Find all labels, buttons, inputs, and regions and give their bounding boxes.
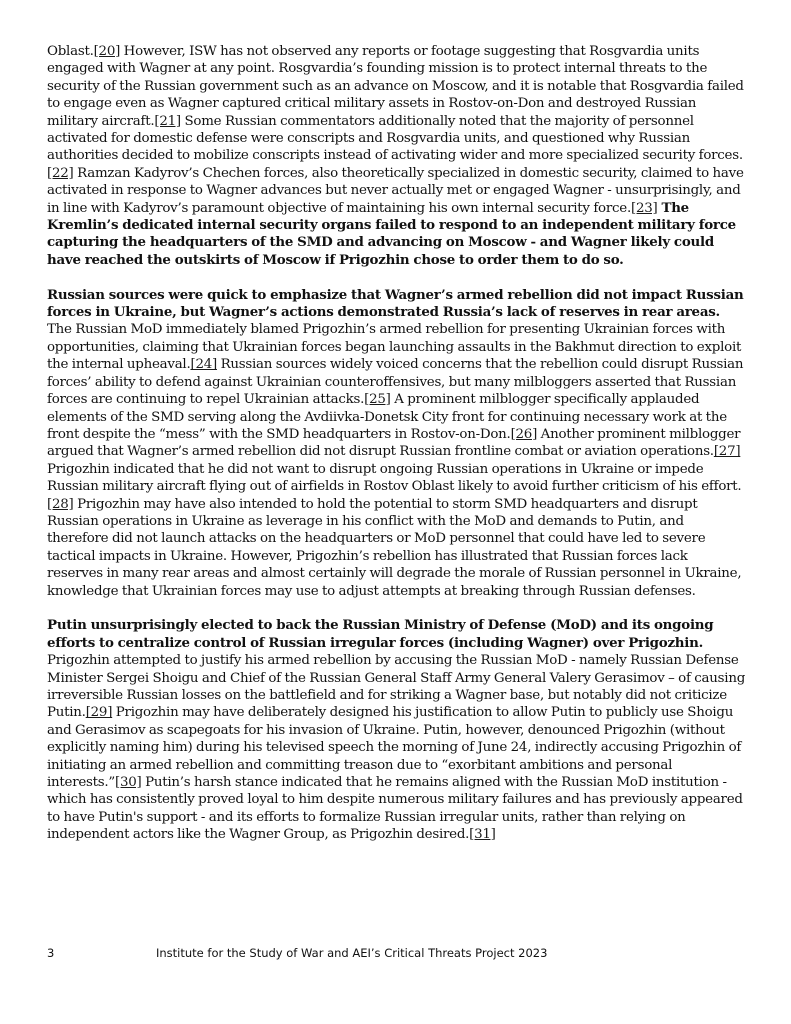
body-text: Some Russian commentators additionally noted that the majority of personnel activated for domestic defense were conscripts and Rosgvardia units, and questioned why Russian authorities decided to mobilize conscripts instead of activating wider and more specialized security forces. <box>47 113 743 164</box>
footnote-link[interactable]: [20] <box>93 44 121 59</box>
footer-organization: Institute for the Study of War and AEI’s Critical Threats Project 2023 <box>156 946 548 960</box>
body-text: Prigozhin may have also intended to hold the potential to storm SMD headquarters and disrupt Russian operations in Ukraine as leverage in his conflict with the MoD and demands to Putin, and therefore did not launch attacks on the headquarters or MoD personnel that could have led to severe tactical impacts in Ukraine. However, Prigozhin’s rebellion has illustrated that Russian forces lack reserves in many rear areas and almost certainly will degrade the morale of Russian personnel in Ukraine, knowledge that Ukrainian forces may use to adjust attempts at breaking through Russian defenses. <box>47 496 742 599</box>
body-paragraph <box>47 617 747 843</box>
footnote-link[interactable]: [25] <box>364 392 391 408</box>
body-text: The Russian MoD immediately blamed Prigozhin’s armed rebellion for presenting Ukrainian forces with opportunities, claiming that Ukrainian forces began launching assaults in the Bakhmut direction to exploit the internal upheaval. <box>47 322 742 373</box>
footnote-link[interactable]: [30] <box>115 775 142 791</box>
footnote-link[interactable]: [27] <box>713 444 741 460</box>
footnote-link[interactable]: [24] <box>190 357 217 373</box>
body-text: Another prominent milblogger argued that Wagner’s armed rebellion did not disrupt Russian frontline combat or aviation operations. <box>47 426 741 460</box>
body-text: Prigozhin indicated that he did not want to disrupt ongoing Russian operations in Ukraine or impede Russian military aircraft flying out of airfields in Rostov Oblast likely to avoid further criticism of his effort. <box>47 461 742 495</box>
body-text: Russian sources widely voiced concerns that the rebellion could disrupt Russian forces’ ability to defend against Ukrainian counteroffensives, but many milbloggers asserted that Russian forces are continuing to repel Ukrainian attacks. <box>47 357 744 408</box>
body-text: Ramzan Kadyrov’s Chechen forces, also theoretically specialized in domestic security, claimed to have activated in response to Wagner advances but never actually met or engaged Wagner - unsurprisingly, and in line with Kadyrov’s paramount objective of maintaining his own internal security force. <box>47 165 744 216</box>
document-body <box>47 43 747 844</box>
bold-lead-text: Russian sources were quick to emphasize that Wagner’s armed rebellion did not impact Russian forces in Ukraine, but Wagner’s actions demonstrated Russia’s lack of reserves in rear areas. <box>47 286 744 321</box>
body-text: Putin’s harsh stance indicated that he remains aligned with the Russian MoD institution - which has consistently proved loyal to him despite numerous military failures and has previously appeared to have Putin's support - and its efforts to formalize Russian irregular units, rather than relying on independent actors like the Wagner Group, as Prigozhin desired. <box>47 775 743 843</box>
body-text: A prominent milblogger specifically applauded elements of the SMD serving along the Avdiivka-Donetsk City front for continuing necessary work at the front despite the “mess” with the SMD headquarters in Rostov-on-Don. <box>47 392 727 442</box>
body-text: Oblast. <box>47 44 94 59</box>
body-paragraph <box>47 287 747 600</box>
footnote-link[interactable]: [22] <box>47 165 74 181</box>
page-number: 3 <box>47 946 55 960</box>
body-text: Prigozhin may have deliberately designed his justification to allow Putin to publicly use Shoigu and Gerasimov as scapegoats for his invasion of Ukraine. Putin, however, denounced Prigozhin (without explicitly naming him) during his televised speech the morning of June 24, indirectly accusing Prigozhin of initiating an armed rebellion and committing treason due to “exorbitant ambitions and personal interests.” <box>47 705 742 791</box>
bold-lead-text: The Kremlin’s dedicated internal security organs failed to respond to an independent military force capturing the headquarters of the SMD and advancing on Moscow - and Wagner likely could have reached the outskirts of Moscow if Prigozhin chose to order them to do so. <box>47 199 736 268</box>
footnote-link[interactable]: [28] <box>47 496 74 512</box>
body-text: However, ISW has not observed any reports or footage suggesting that Rosgvardia units engaged with Wagner at any point. Rosgvardia’s founding mission is to protect internal threats to the security of the Russian government such as an advance on Moscow, and it is notable that Rosgvardia failed to engage even as Wagner captured critical military assets in Rostov-on-Don and destroyed Russian military aircraft. <box>47 44 744 129</box>
footnote-link[interactable]: [26] <box>510 426 538 442</box>
footnote-link[interactable]: [23] <box>630 200 658 216</box>
footnote-link[interactable]: [31] <box>469 827 496 843</box>
body-text: Prigozhin attempted to justify his armed rebellion by accusing the Russian MoD - namely Russian Defense Minister Sergei Shoigu and Chief of the Russian General Staff Army General Valery Gerasimov – of causing irreversible Russian losses on the battlefield and for striking a Wagner base, but notably did not criticize Putin. <box>47 653 746 721</box>
footnote-link[interactable]: [21] <box>154 113 181 129</box>
body-paragraph <box>47 43 747 269</box>
footnote-link[interactable]: [29] <box>85 705 113 721</box>
bold-lead-text: Putin unsurprisingly elected to back the Russian Ministry of Defense (MoD) and its ongoing efforts to centralize control of Russian irregular forces (including Wagner) over Prigozhin. <box>47 617 714 651</box>
